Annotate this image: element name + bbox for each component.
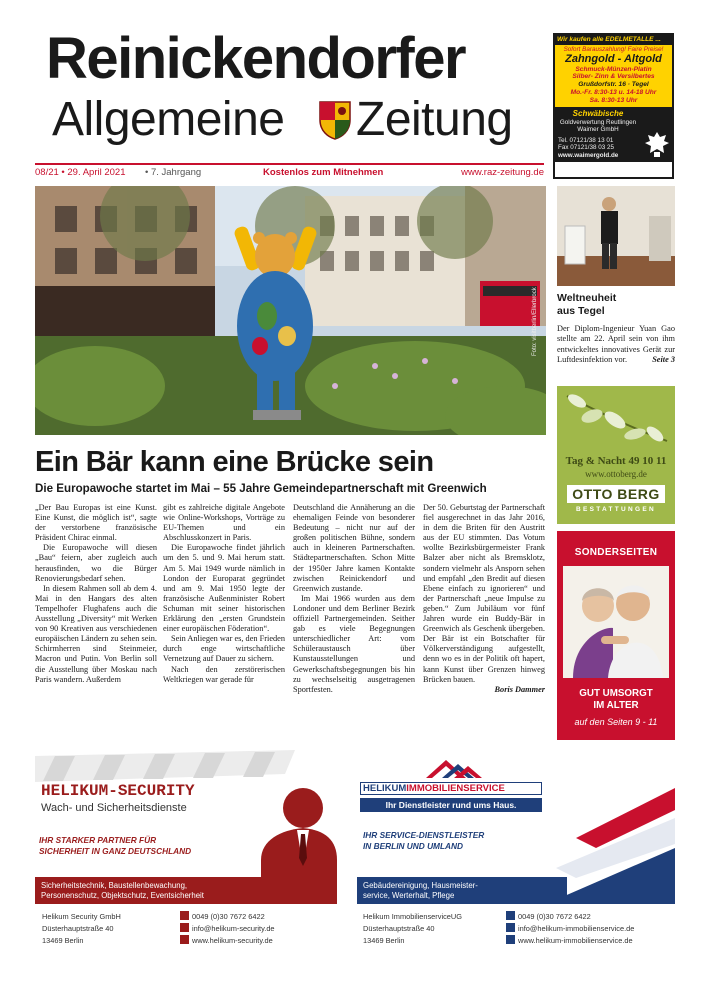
paragraph: Nach den zerstörerischen Weltkriegen war gerade für <box>163 664 285 684</box>
immo-logo <box>360 782 542 795</box>
security-contacts <box>180 911 275 947</box>
security-phone[interactable]: 0049 (0)30 7672 6422 <box>192 912 265 921</box>
article-column-4 <box>423 503 545 695</box>
photo-credit: Foto: visitberlin/Ellerbrock <box>532 287 538 356</box>
masthead-title-line2b: Zeitung <box>356 93 513 146</box>
article-subhead: Die Europawoche startet im Mai – 55 Jahre Gemeindepartnerschaft mit Greenwich <box>35 482 487 495</box>
masthead-title-line1: Reinickendorfer <box>46 26 466 91</box>
immo-web[interactable]: www.helikum-immobilienservice.de <box>518 936 633 945</box>
inventor-photo <box>557 186 675 286</box>
gold-ad-company: Schwäbische <box>572 109 624 119</box>
security-company-name: Helikum Security GmbH <box>42 912 121 921</box>
gold-ad-cash: Sofort Barauszahlung! Faire Preise! <box>563 45 664 53</box>
gold-ad-address: Grußdorfstr. 16 · Tegel <box>578 81 649 89</box>
immo-services-line1: Gebäudereinigung, Hausmeister- <box>363 881 478 890</box>
helikum-immobilien-ad[interactable] <box>346 748 675 904</box>
immo-logo-a: HELIKUM <box>363 783 407 794</box>
immo-street: Düsterhauptstraße 40 <box>363 924 435 933</box>
otto-berg-subtitle: BESTATTUNGEN <box>575 506 657 513</box>
special-pages-topic <box>557 688 675 712</box>
gold-ad-company-panel <box>555 107 672 162</box>
buddy-bear-photo <box>35 186 546 435</box>
paragraph: In diesem Rahmen soll ab dem 4. Mai in den Hangars des alten Tempelhofer Flughafens auch die Ausstellung „Diversity“ mit Werken von 90 Kreativen aus verschiedenen europäischen Ländern zu sehen sein. Schirmherren sind Steinmeier, Macron und Putin. Von Berlin soll die Ausstellung über Moskau nach Paris wandern. Außerdem <box>35 583 157 684</box>
article-column-2 <box>163 503 285 685</box>
immo-email[interactable]: info@helikum-immobilienservice.de <box>518 924 635 933</box>
security-city: 13469 Berlin <box>42 936 84 945</box>
paragraph: gibt es zahlreiche digitale Angebote wie Online-Workshops, Vorträge zu EU-Themen und ein Abschlusskonzert in Paris. <box>163 503 285 543</box>
page-reference[interactable]: Seite 3 <box>652 354 675 364</box>
gold-ad-tel: Tel. 07121/38 13 01 <box>558 136 614 144</box>
email-icon <box>180 923 189 932</box>
immo-company-name: Helikum ImmobilienserviceUG <box>363 912 462 921</box>
paragraph: Im Mai 1966 wurden aus dem Londoner und dem Berliner Bezirk offiziell Partnergemeinden. Seither gab es viele Begegnungen unterschiedlicher Art: vom Schüleraustausch über Kunstausstellungen und Gewerkschaftsbegegnungen bis hin zu wechselseitig ausgetragenen Sportfesten. <box>293 593 415 694</box>
immo-services-line2: service, Werterhalt, Pflege <box>363 891 455 900</box>
masthead-title-line2a: Allgemeine <box>52 93 285 146</box>
security-slogan-line1: IHR STARKER PARTNER FÜR <box>39 835 157 845</box>
gold-ad-hours1: Mo.-Fr. 8:30-13 u. 14-18 Uhr <box>570 89 657 97</box>
immo-services <box>357 877 567 904</box>
security-subtitle: Wach- und Sicherheitsdienste <box>41 802 187 814</box>
gold-ad-company2: Goldverwertung Reutlingen <box>559 118 637 126</box>
side-story-text <box>557 324 675 365</box>
paragraph: Deutschland die Annäherung an die ehemaligen Feinde von besonderer Bedeutung – nicht nur auf der großen politischen Bühne, sondern auch in kleineren Partnerschaften. Städtepartnerschaften. Schon Mitte der 1950er Jahre kamen Kontakte zwischen Reinickendorf und Greenwich zustande. <box>293 503 415 593</box>
special-topic-line2: IM ALTER <box>593 700 639 711</box>
immo-contacts <box>506 911 634 947</box>
otto-berg-ad[interactable] <box>557 386 675 524</box>
gold-ad-yellow-panel <box>555 45 672 107</box>
paragraph: Die Europawoche findet jährlich um den 5. und 9. Mai herum statt. Am 5. Mai 1949 wurde nämlich in London der Europarat gegründet und am 9. Mai 1950 legte der französische Außenminister Robert Schuman mit seiner historischen Erklärung den „ersten Grundstein einer europäischen Föderation“. <box>163 543 285 634</box>
paragraph: Der 50. Geburtstag der Partnerschaft fiel ausgerechnet in das Jahr 2016, in dem die Briten für den Austritt aus der EU stimmten. Das Votum wollte Bezirksbürgermeister Frank Balzer aber nicht als Bremsklotz, sondern vielmehr als Ansporn sehen und empfahl „den Bredit auf diesen Ebene einfach zu ignorieren“ und der Partnerschaft „neue Impulse zu geben.“ Zum Jubiläum vor fünf Jahren wurde ein Buddy-Bär in Greenwich als Geschenk übergeben. Der Bär ist ein Botschafter für Völkerverständigung aufgestellt, denn wo es in der Politik oft hapert, kann Kunst über Grenzen hinweg Brücken bauen. <box>423 503 545 684</box>
immo-logo-b: IMMOBILIENSERVICE <box>406 783 505 794</box>
email-icon <box>506 923 515 932</box>
helikum-security-ad[interactable] <box>35 748 337 904</box>
article-column-1 <box>35 503 157 685</box>
security-services <box>35 877 275 904</box>
gold-ad-goods2: Silber- Zinn & Versilbertes <box>572 73 655 81</box>
immo-address <box>363 911 462 947</box>
gold-ad-web[interactable]: www.waimergold.de <box>558 151 619 159</box>
security-services-line2: Personenschutz, Objektschutz, Eventsicherheit <box>41 891 204 900</box>
paragraph: „Der Bau Europas ist eine Kunst. Eine Kunst, die möglich ist“, sagte der verstorbene französische Präsident Chirac einmal. <box>35 503 157 543</box>
security-logo: HELIKUM-SECURITY <box>41 782 195 800</box>
security-slogan-line2: SICHERHEIT IN GANZ DEUTSCHLAND <box>39 846 192 856</box>
paragraph: Sein Anliegen war es, den Frieden durch enge wirtschaftliche Vernetzung auf Dauer zu sichern. <box>163 634 285 664</box>
gold-ad-goods1: Schmuck-Münzen-Platin <box>575 65 652 73</box>
gold-ad-company3: Waimer GmbH <box>577 126 619 134</box>
paragraph: Die Europawoche will diesen „Bau“ feiern, aber zugleich auch herausfinden, wo die Bürger Renovierungsbedarf sehen. <box>35 543 157 583</box>
security-slogan <box>39 835 191 857</box>
side-headline-line2: aus Tegel <box>557 305 605 317</box>
security-street: Düsterhauptstraße 40 <box>42 924 114 933</box>
article-headline: Ein Bär kann eine Brücke sein <box>35 446 434 478</box>
immo-slogan-line1: IHR SERVICE-DIENSTLEISTER <box>363 830 485 840</box>
immo-slogan <box>363 830 484 852</box>
leaf-branch-icon <box>557 386 675 452</box>
special-topic-line1: GUT UMSORGT <box>579 688 653 699</box>
free-label: Kostenlos zum Mitnehmen <box>263 167 384 178</box>
district-crest-icon <box>318 100 352 140</box>
phone-icon <box>506 911 515 920</box>
side-story-headline <box>557 292 616 318</box>
gold-ad-headline: Zahngold - Altgold <box>565 53 662 66</box>
security-address <box>42 911 121 947</box>
otto-berg-logo: OTTO BERG <box>567 485 665 503</box>
security-web[interactable]: www.helikum-security.de <box>192 936 273 945</box>
special-pages-title: SONDERSEITEN <box>574 547 658 558</box>
elderly-couple-photo <box>563 566 669 678</box>
eagle-crest-icon <box>644 129 670 159</box>
issue-date: 08/21 • 29. April 2021 <box>35 167 126 178</box>
side-headline-line1: Weltneuheit <box>557 292 617 304</box>
author-byline: Boris Dammer <box>494 684 545 694</box>
web-icon <box>506 935 515 944</box>
security-services-line1: Sicherheitstechnik, Baustellenbewachung, <box>41 881 188 890</box>
website-link[interactable]: www.raz-zeitung.de <box>461 167 544 178</box>
special-pages-range: auf den Seiten 9 - 11 <box>574 717 658 727</box>
issue-info-bar <box>35 163 544 178</box>
immo-phone[interactable]: 0049 (0)30 7672 6422 <box>518 912 591 921</box>
article-column-3 <box>293 503 415 695</box>
volume: • 7. Jahrgang <box>145 167 202 178</box>
security-email[interactable]: info@helikum-security.de <box>192 924 275 933</box>
gold-buyer-ad[interactable] <box>553 33 674 179</box>
side-story-body: Der Diplom-Ingenieur Yuan Gao stellte am 22. April sein von ihm entwickeltes innovatives Gerät zur Luftdesinfektion vor. <box>557 324 675 364</box>
immo-subtitle: Ihr Dienstleister rund ums Haus. <box>360 798 542 812</box>
gold-ad-fax: Fax 07121/38 03 25 <box>558 144 615 152</box>
web-icon <box>180 935 189 944</box>
immo-city: 13469 Berlin <box>363 936 405 945</box>
gold-ad-hours2: Sa. 8:30-13 Uhr <box>589 97 638 105</box>
gold-ad-top: Wir kaufen alle EDELMETALLE ... <box>555 35 672 45</box>
special-pages-box[interactable] <box>557 531 675 740</box>
otto-berg-url[interactable]: www.ottoberg.de <box>585 469 647 479</box>
immo-slogan-line2: IN BERLIN UND UMLAND <box>363 841 464 851</box>
phone-icon <box>180 911 189 920</box>
otto-berg-phone: Tag & Nacht 49 10 11 <box>565 455 667 467</box>
